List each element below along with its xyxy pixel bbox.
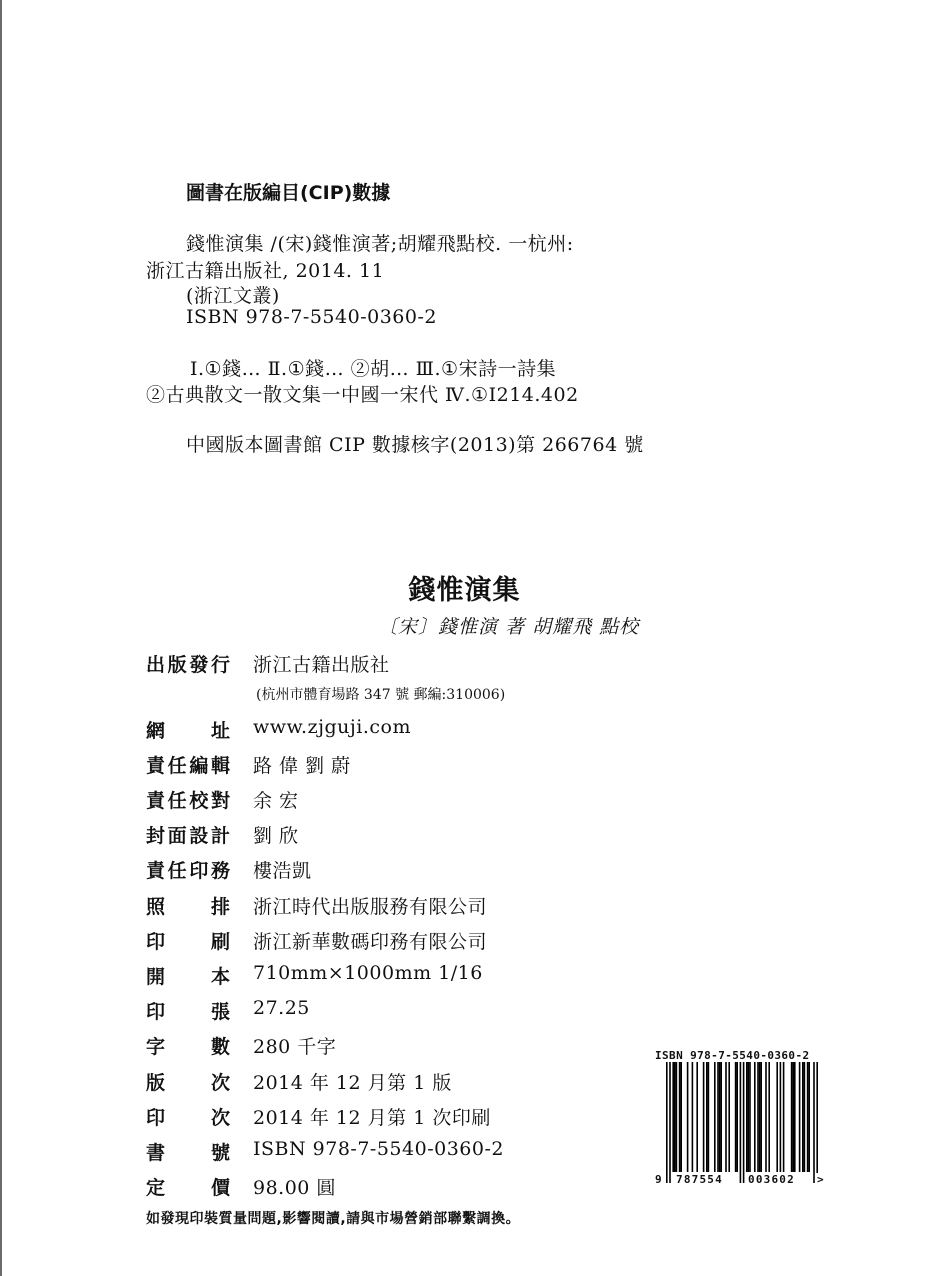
barcode-bar — [794, 1062, 796, 1172]
barcode-bar — [748, 1062, 750, 1172]
barcode-bar — [783, 1062, 785, 1172]
barcode-bar — [792, 1062, 794, 1172]
barcode-lead-digit: 9 — [655, 1173, 662, 1186]
barcode-bar — [680, 1062, 682, 1172]
barcode-bar — [692, 1062, 694, 1172]
barcode-bar — [719, 1062, 721, 1172]
cip-line-1: 錢惟演集 /(宋)錢惟演著;胡耀飛點校. 一杭州: — [186, 233, 574, 255]
quality-notice: 如發現印裝質量問題,影響閱讀,請與市場營銷部聯繫調換。 — [146, 1211, 521, 1227]
barcode-bar — [759, 1062, 761, 1172]
barcode-bar — [672, 1062, 674, 1172]
barcode-bar — [768, 1062, 770, 1172]
barcode-bar — [708, 1062, 710, 1172]
value-price: 98.00 圓 — [253, 1177, 336, 1199]
isbn-barcode — [654, 1062, 826, 1186]
cip-line-6: ②古典散文一散文集一中國一宋代 Ⅳ.①I214.402 — [146, 384, 579, 406]
barcode-bar — [808, 1062, 810, 1172]
label-print-manager: 責任印務 — [146, 860, 230, 882]
page-left-edge — [0, 0, 2, 1276]
value-proofreader: 余 宏 — [253, 790, 299, 812]
value-print-manager: 樓浩凱 — [253, 860, 312, 882]
label-format: 開本 — [146, 966, 230, 988]
value-impression: 2014 年 12 月第 1 次印刷 — [253, 1107, 491, 1129]
barcode-bar — [804, 1062, 806, 1172]
barcode-guard-bar — [813, 1062, 815, 1183]
value-website: www.zjguji.com — [253, 716, 411, 738]
barcode-guard-bar — [816, 1062, 818, 1183]
barcode-bar — [736, 1062, 738, 1172]
barcode-bar — [674, 1062, 676, 1172]
barcode-guard-bar — [669, 1062, 671, 1183]
value-word-count: 280 千字 — [253, 1036, 337, 1058]
cip-line-2: 浙江古籍出版社, 2014. 11 — [146, 260, 385, 282]
cip-line-7: 中國版本圖書館 CIP 數據核字(2013)第 266764 號 — [186, 434, 644, 456]
cip-line-5: Ⅰ.①錢… Ⅱ.①錢… ②胡… Ⅲ.①宋詩一詩集 — [190, 358, 557, 380]
value-format: 710mm×1000mm 1/16 — [253, 962, 483, 984]
barcode-bar — [749, 1062, 751, 1172]
label-edition: 版次 — [146, 1072, 230, 1094]
barcode-guard-bar — [740, 1062, 742, 1183]
label-typesetting: 照排 — [146, 896, 230, 918]
barcode-bar — [703, 1062, 705, 1172]
barcode-bar — [757, 1062, 759, 1172]
label-book-number: 書號 — [146, 1142, 230, 1164]
barcode-bar — [687, 1062, 689, 1172]
value-cover-design: 劉 欣 — [253, 825, 299, 847]
barcode-left-digits: 787554 — [676, 1173, 723, 1186]
barcode-bar — [714, 1062, 716, 1172]
cip-line-3: (浙江文叢) — [186, 285, 280, 307]
label-price: 定價 — [146, 1177, 230, 1199]
label-cover-design: 封面設計 — [146, 825, 230, 847]
label-publisher: 出版發行 — [146, 654, 230, 676]
value-sheets: 27.25 — [253, 997, 310, 1019]
label-printing: 印刷 — [146, 931, 230, 953]
label-editor: 責任編輯 — [146, 755, 230, 777]
barcode-bar — [776, 1062, 778, 1172]
barcode-right-digits: 003602 — [748, 1173, 795, 1186]
label-sheets: 印張 — [146, 1001, 230, 1023]
value-edition: 2014 年 12 月第 1 版 — [253, 1072, 452, 1094]
label-proofreader: 責任校對 — [146, 790, 230, 812]
barcode-guard-bar — [743, 1062, 745, 1183]
publisher-address: (杭州市體育場路 347 號 郵編:310006) — [256, 687, 506, 703]
cip-heading: 圖書在版編目(CIP)數據 — [186, 182, 391, 204]
value-book-number: ISBN 978-7-5540-0360-2 — [253, 1138, 504, 1160]
barcode-bar — [720, 1062, 722, 1172]
label-website: 網址 — [146, 720, 230, 742]
byline: 〔宋〕錢惟演 著 胡耀飛 點校 — [378, 616, 640, 638]
barcode-bar — [802, 1062, 804, 1172]
barcode-bar — [754, 1062, 756, 1172]
cip-line-4: ISBN 978-7-5540-0360-2 — [186, 306, 437, 328]
barcode-bar — [760, 1062, 762, 1172]
value-printing: 浙江新華數碼印務有限公司 — [253, 931, 488, 953]
value-publisher: 浙江古籍出版社 — [253, 654, 390, 676]
barcode-bar — [696, 1062, 698, 1172]
label-impression: 印次 — [146, 1107, 230, 1129]
barcode-guard-bar — [666, 1062, 668, 1183]
barcode-bar — [791, 1062, 793, 1172]
barcode-bar — [706, 1062, 708, 1172]
barcode-bar — [799, 1062, 801, 1172]
label-word-count: 字數 — [146, 1036, 230, 1058]
barcode-bar — [725, 1062, 727, 1172]
barcode-bar — [765, 1062, 767, 1172]
barcode-bar — [780, 1062, 782, 1172]
value-editor: 路 偉 劉 蔚 — [253, 755, 351, 777]
barcode-bar — [728, 1062, 730, 1172]
barcode-quiet-mark: > — [817, 1173, 824, 1186]
barcode-bar — [679, 1062, 681, 1172]
barcode-isbn-text: ISBN 978-7-5540-0360-2 — [655, 1049, 810, 1062]
barcode-bar — [746, 1062, 748, 1172]
book-title: 錢惟演集 — [408, 575, 521, 606]
barcode-bar — [735, 1062, 737, 1172]
barcode-bar — [717, 1062, 719, 1172]
barcode-bar — [807, 1062, 809, 1172]
barcode-bar — [676, 1062, 678, 1172]
value-typesetting: 浙江時代出版服務有限公司 — [253, 896, 488, 918]
